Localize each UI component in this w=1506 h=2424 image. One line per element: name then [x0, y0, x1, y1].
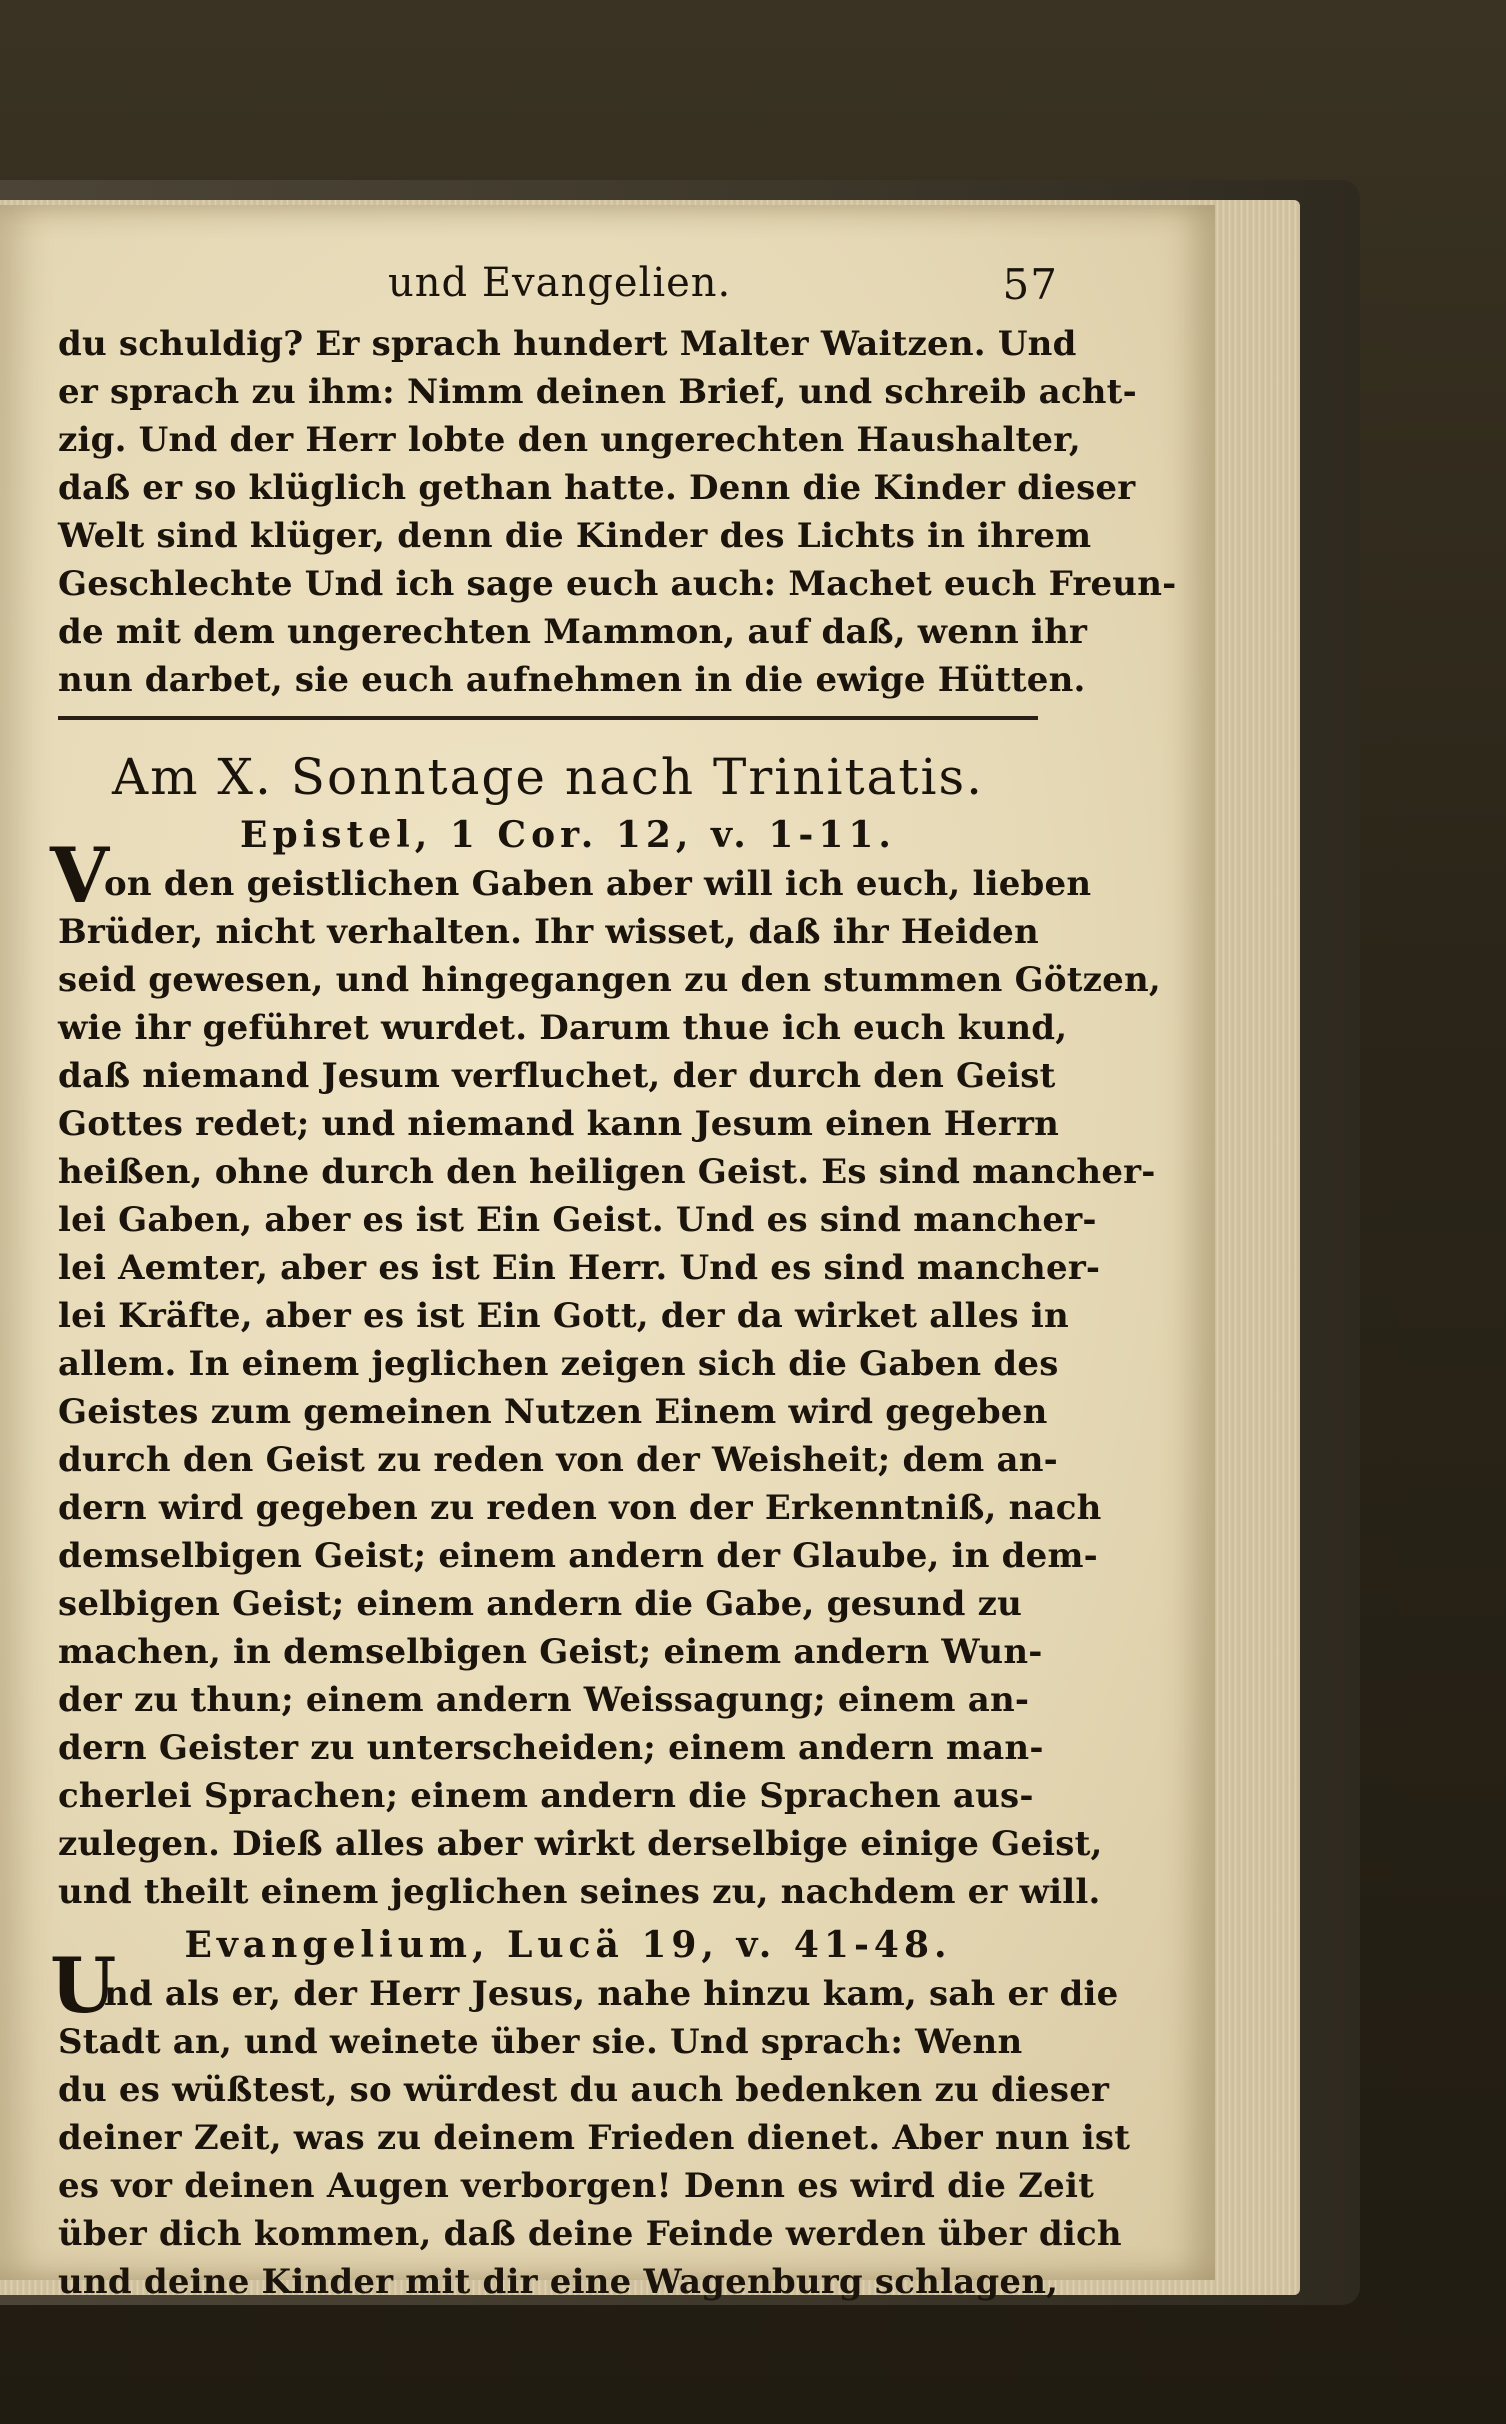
first-line-text: on den geistlichen Gaben aber will ich euch, lieben [104, 864, 1092, 904]
text-line: cherlei Sprachen; einem andern die Sprachen aus- [58, 1776, 1034, 1816]
first-line-text: nd als er, der Herr Jesus, nahe hinzu kam, sah er die [104, 1974, 1119, 2014]
text-line: seid gewesen, und hingegangen zu den stummen Götzen, [58, 960, 1161, 1000]
text-line: machen, in demselbigen Geist; einem andern Wun- [58, 1632, 1043, 1672]
text-line: de mit dem ungerechten Mammon, auf daß, wenn ihr [58, 612, 1088, 652]
intro-paragraph [58, 320, 1177, 704]
text-line: nun darbet, sie euch aufnehmen in die ewige Hütten. [58, 660, 1086, 700]
text-line: und deine Kinder mit dir eine Wagenburg schlagen, [58, 2262, 1059, 2302]
text-line: es vor deinen Augen verborgen! Denn es wird die Zeit [58, 2166, 1094, 2206]
text-line: selbigen Geist; einem andern die Gabe, gesund zu [58, 1584, 1023, 1624]
section-divider [58, 716, 1038, 720]
text-line: dern wird gegeben zu reden von der Erkenntniß, nach [58, 1488, 1102, 1528]
text-line: daß niemand Jesum verfluchet, der durch den Geist [58, 1056, 1056, 1096]
text-line: und theilt einem jeglichen seines zu, nachdem er will. [58, 1872, 1101, 1912]
text-line: daß er so klüglich gethan hatte. Denn die Kinder dieser [58, 468, 1136, 508]
gospel-label: Evangelium, Lucä 19, v. 41-48. [184, 1924, 952, 1966]
page-text [50, 260, 1177, 2306]
text-line: wie ihr geführet wurdet. Darum thue ich euch kund, [58, 1008, 1068, 1048]
text-line: Geistes zum gemeinen Nutzen Einem wird gegeben [58, 1392, 1048, 1432]
text-line: durch den Geist zu reden von der Weisheit; dem an- [58, 1440, 1058, 1480]
text-line: der zu thun; einem andern Weissagung; einem an- [58, 1680, 1030, 1720]
text-line: zig. Und der Herr lobte den ungerechten Haushalter, [58, 420, 1081, 460]
text-line: dern Geister zu unterscheiden; einem andern man- [58, 1728, 1044, 1768]
page-header [58, 260, 1058, 320]
running-title: und Evangelien. [388, 260, 732, 306]
epistle-label: Epistel, 1 Cor. 12, v. 1-11. [240, 814, 896, 856]
drop-initial: U [50, 1941, 117, 2030]
text-line: du schuldig? Er sprach hundert Malter Waitzen. Und [58, 324, 1077, 364]
text-line: allem. In einem jeglichen zeigen sich die Gaben des [58, 1344, 1059, 1384]
text-line: Welt sind klüger, denn die Kinder des Lichts in ihrem [58, 516, 1092, 556]
text-line: Brüder, nicht verhalten. Ihr wisset, daß ihr Heiden [58, 912, 1039, 952]
text-line: er sprach zu ihm: Nimm deinen Brief, und schreib acht- [58, 372, 1137, 412]
text-line: über dich kommen, daß deine Feinde werden über dich [58, 2214, 1122, 2254]
text-line: Geschlechte Und ich sage euch auch: Machet euch Freun- [58, 564, 1177, 604]
text-line: demselbigen Geist; einem andern der Glaube, in dem- [58, 1536, 1098, 1576]
drop-initial: V [50, 831, 110, 920]
page-number: 57 [1002, 260, 1058, 309]
section-heading: Am X. Sonntage nach Trinitatis. [111, 748, 985, 806]
text-line: zulegen. Dieß alles aber wirkt derselbige einige Geist, [58, 1824, 1103, 1864]
text-line: heißen, ohne durch den heiligen Geist. Es sind mancher- [58, 1152, 1156, 1192]
text-line: Gottes redet; und niemand kann Jesum einen Herrn [58, 1104, 1060, 1144]
text-line: lei Aemter, aber es ist Ein Herr. Und es sind mancher- [58, 1248, 1101, 1288]
text-line: deiner Zeit, was zu deinem Frieden dienet. Aber nun ist [58, 2118, 1131, 2158]
text-line: lei Gaben, aber es ist Ein Geist. Und es sind mancher- [58, 1200, 1097, 1240]
text-line: du es wüßtest, so würdest du auch bedenken zu dieser [58, 2070, 1110, 2110]
text-line: Stadt an, und weinete über sie. Und sprach: Wenn [58, 2022, 1023, 2062]
text-line: lei Kräfte, aber es ist Ein Gott, der da wirket alles in [58, 1296, 1069, 1336]
